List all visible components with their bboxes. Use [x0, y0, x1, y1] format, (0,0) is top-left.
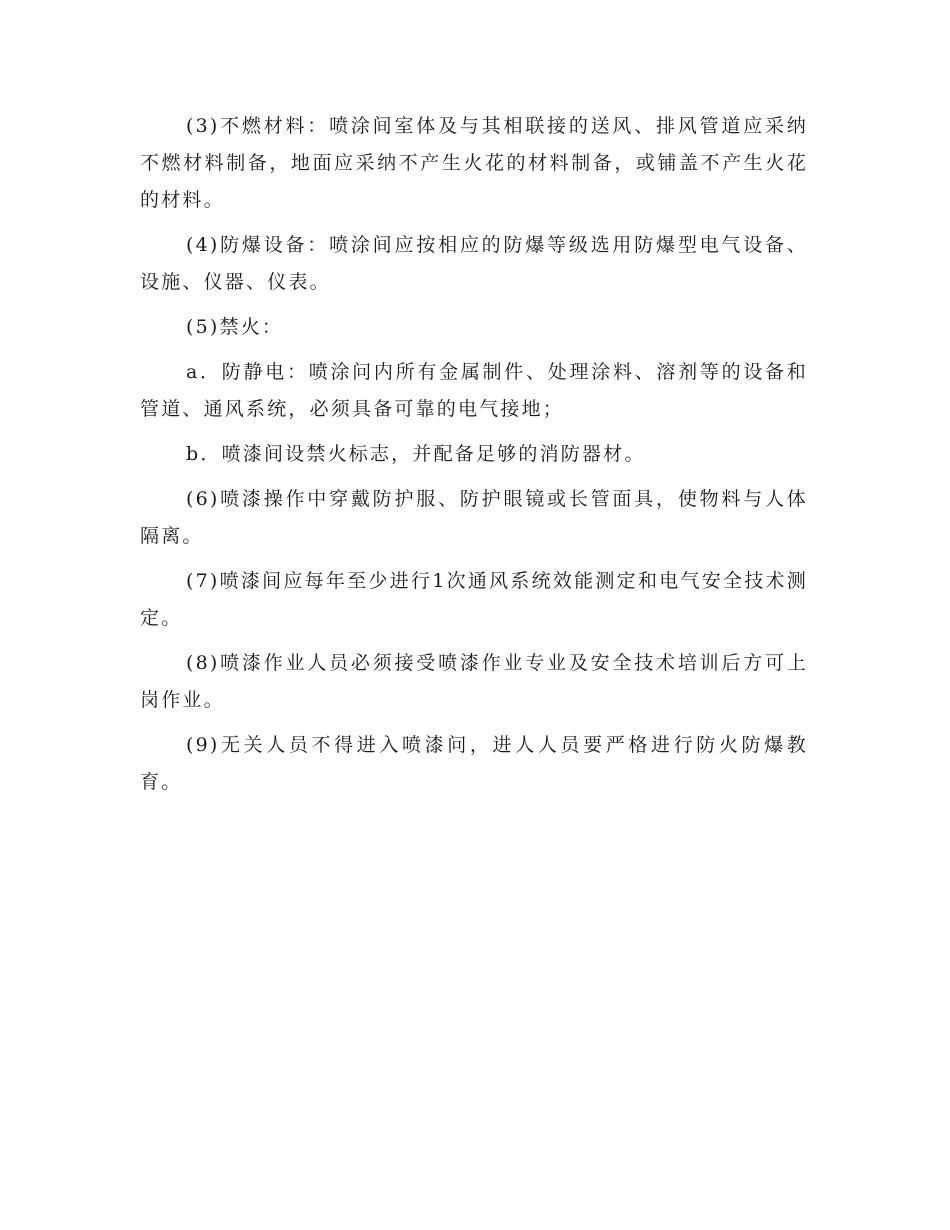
paragraph-6-protective-gear: (6)喷漆操作中穿戴防护服、防护眼镜或长管面具，使物料与人体隔离。 — [140, 488, 808, 547]
paragraph-3-noncombustible-materials: (3)不燃材料：喷涂间室体及与其相联接的送风、排风管道应采纳不燃材料制备，地面应采纳不产生火花的材料制备，或铺盖不产生火花的材料。 — [140, 115, 808, 211]
paragraph-5-fire-prohibition: (5)禁火： — [186, 316, 284, 338]
paragraph-9-unauthorized-personnel: (9)无关人员不得进入喷漆问，进人人员要严格进行防火防爆教育。 — [140, 734, 808, 793]
paragraph-5b-fire-signs: b．喷漆间设禁火标志，并配备足够的消防器材。 — [186, 443, 646, 465]
paragraph-4-explosion-proof-equipment: (4)防爆设备：喷涂间应按相应的防爆等级选用防爆型电气设备、设施、仪器、仪表。 — [140, 234, 808, 293]
paragraph-5a-anti-static: a．防静电：喷涂问内所有金属制件、处理涂料、溶剂等的设备和管道、通风系统，必须具备可靠的电气接地； — [140, 361, 808, 420]
document-body — [140, 108, 808, 809]
paragraph-7-annual-testing: (7)喷漆间应每年至少进行1次通风系统效能测定和电气安全技术测定。 — [140, 570, 808, 629]
paragraph-8-training: (8)喷漆作业人员必须接受喷漆作业专业及安全技术培训后方可上岗作业。 — [140, 652, 808, 711]
